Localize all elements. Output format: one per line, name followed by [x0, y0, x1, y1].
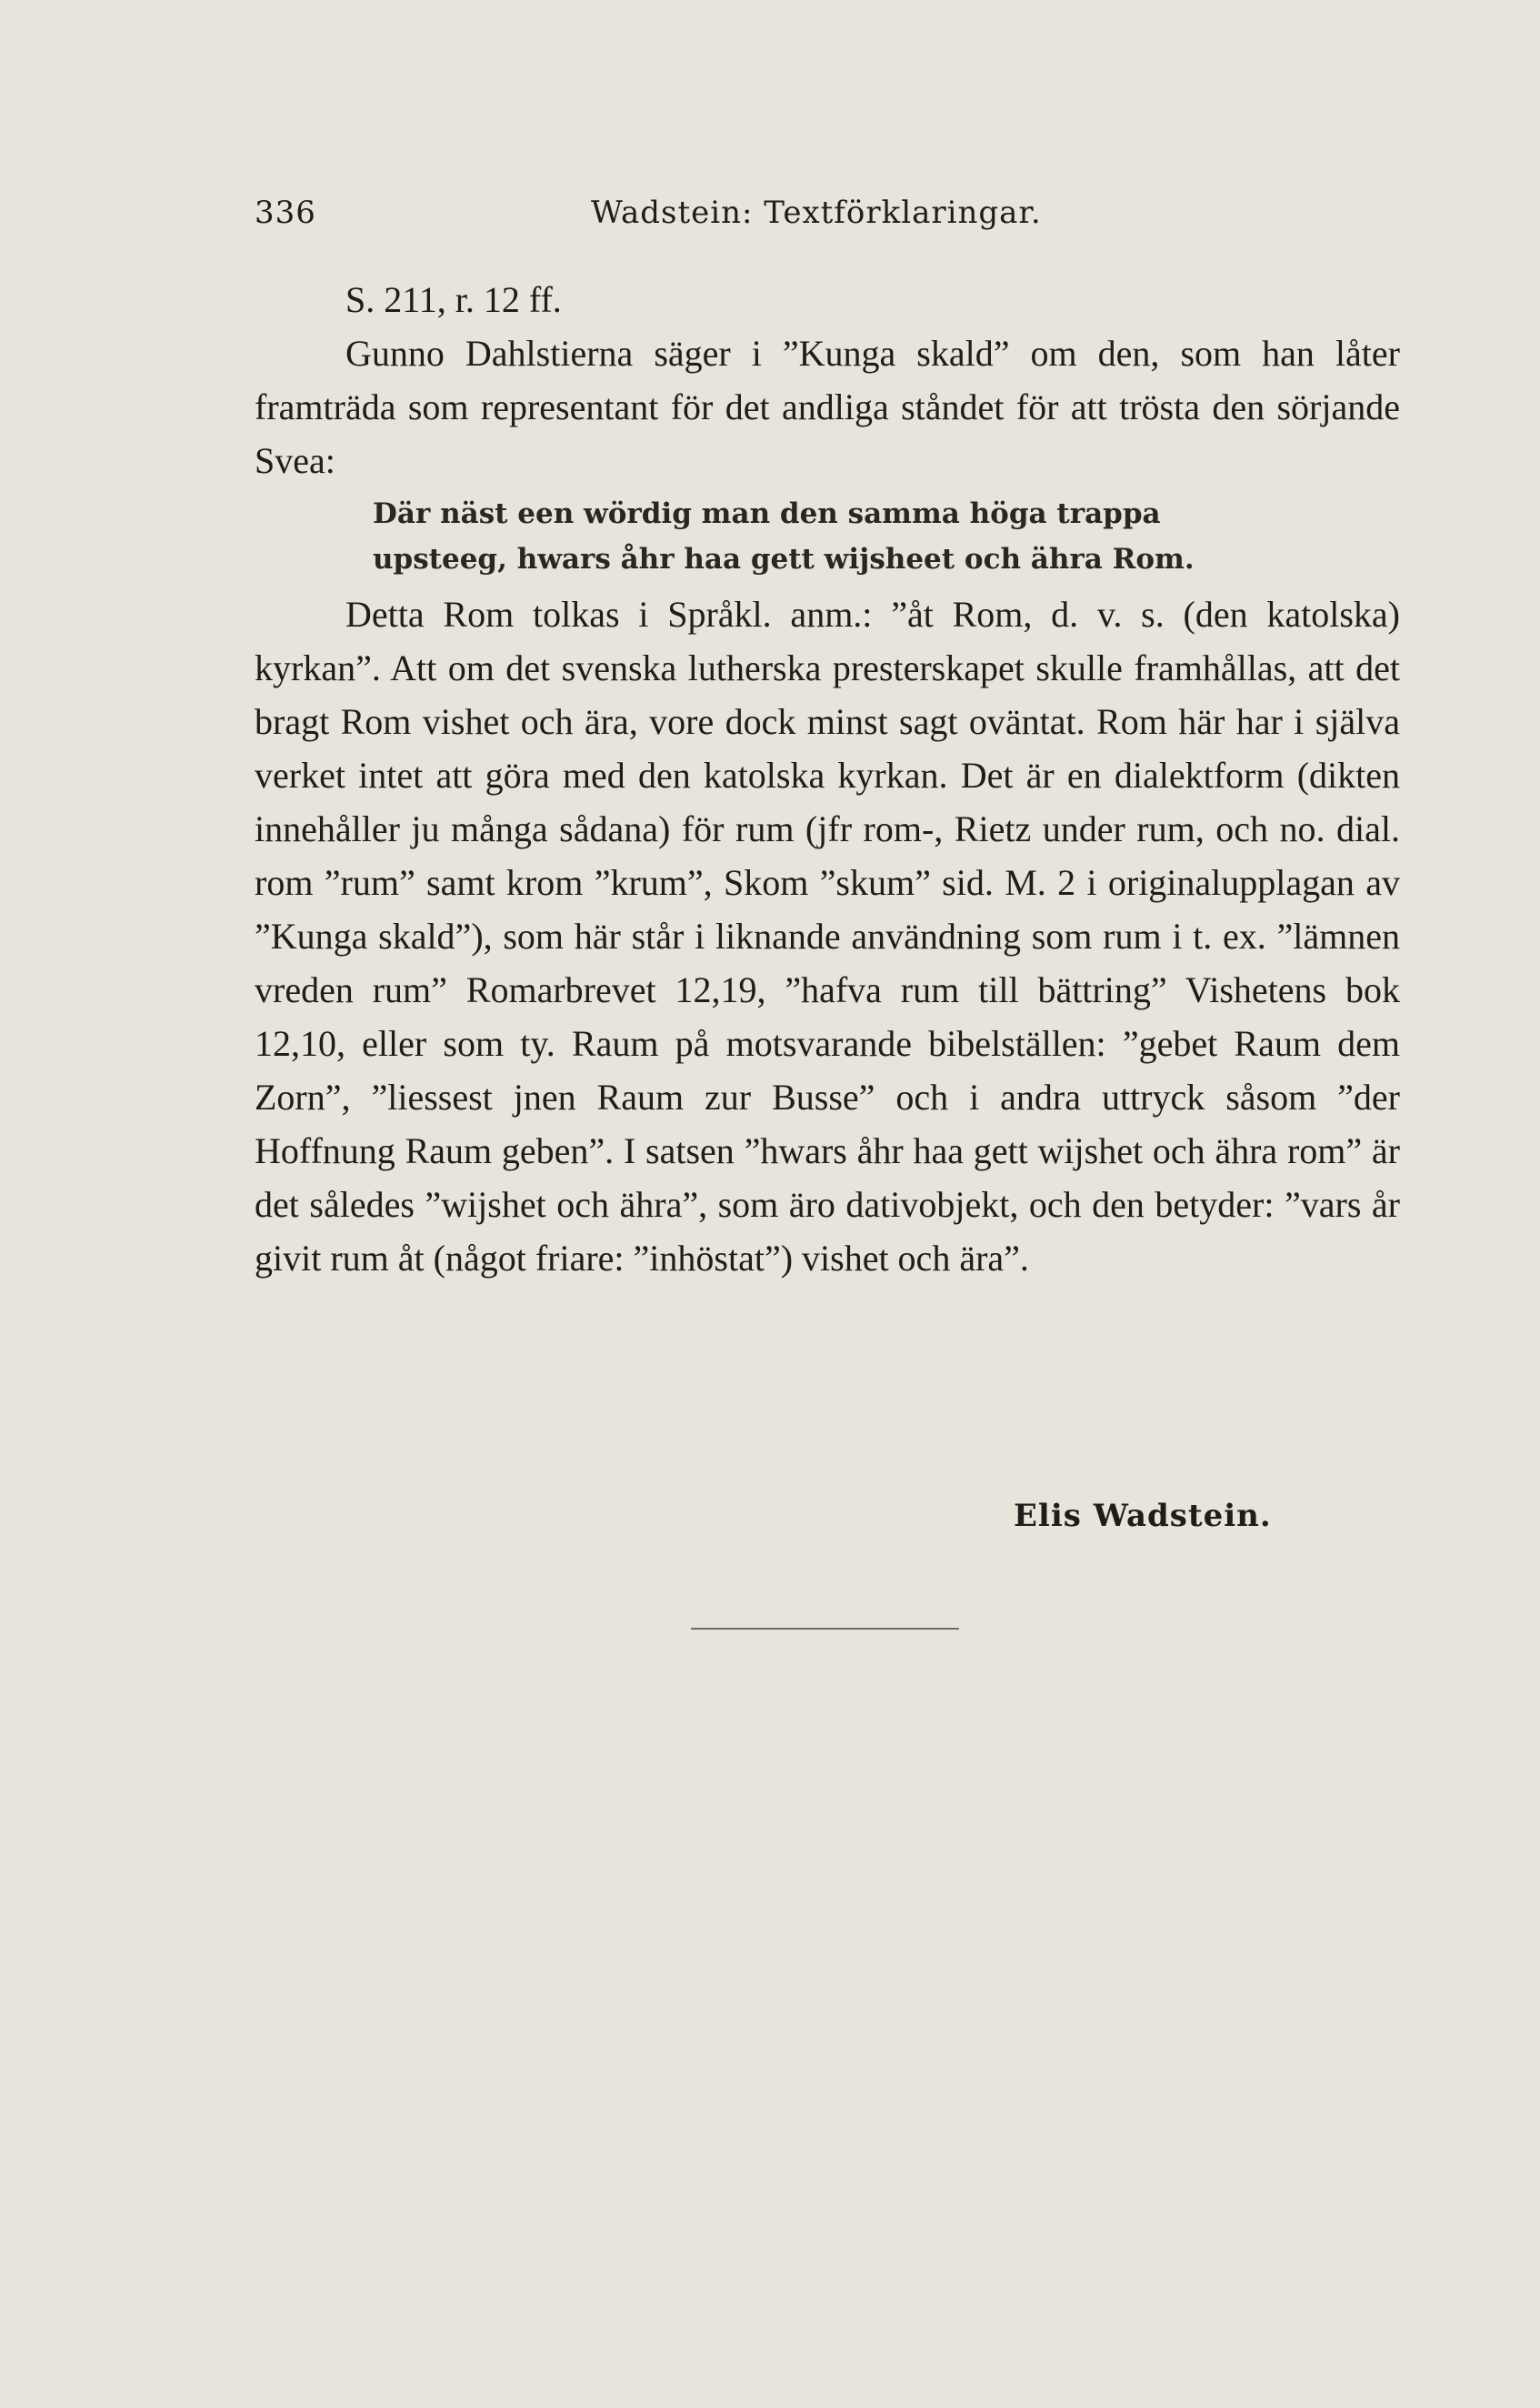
quote-line-2: upsteeg, hwars åhr haa gett wijsheet och ähra Rom.: [373, 543, 1195, 576]
reference-line: S. 211, r. 12 ff.: [345, 279, 562, 320]
page-header: [255, 195, 1400, 249]
paragraph-2: Detta Rom tolkas i Språkl. anm.: ”åt Rom, d. v. s. (den katolska) kyrkan”. Att om det svenska lutherska presterskapet skulle framhållas, att det bragt Rom vishet och ära, vore dock minst sagt oväntat. Rom här har i själva verket intet att göra med den katolska kyrkan. Det är en dialektform (dikten innehåller ju många sådana) för rum (jfr rom-, Rietz under rum, och no. dial. rom ”rum” samt krom ”krum”, Skom ”skum” sid. M. 2 i originalupplagan av ”Kunga skald”), som här står i liknande användning som rum i t. ex. ”lämnen vreden rum” Romarbrevet 12,19, ”hafva rum till bättring” Vishetens bok 12,10, eller som ty. Raum på motsvarande bibelställen: ”gebet Raum dem Zorn”, ”liessest jnen Raum zur Busse” och i andra uttryck såsom ”der Hoffnung Raum geben”. I satsen ”hwars åhr haa gett wijshet och ähra rom” är det således ”wijshet och ähra”, som äro dativobjekt, och den betyder: ”vars år givit rum åt (något friare: ”inhöstat”) vishet och ära”.: [255, 594, 1400, 1279]
page-number: 336: [255, 195, 316, 231]
paragraph-1: Gunno Dahlstierna säger i ”Kunga skald” om den, som han låter framträda som representant för det andliga ståndet för att trösta den sörjande Svea:: [255, 333, 1400, 481]
quote-line-1: Där näst een wördig man den samma höga trappa: [373, 497, 1161, 530]
running-title: Wadstein: Textförklaringar.: [591, 195, 1042, 231]
closing-rule: [691, 1628, 959, 1630]
body-text: [255, 273, 1400, 1285]
author-signature: Elis Wadstein.: [1014, 1498, 1272, 1534]
verse-quote: [373, 491, 1400, 582]
